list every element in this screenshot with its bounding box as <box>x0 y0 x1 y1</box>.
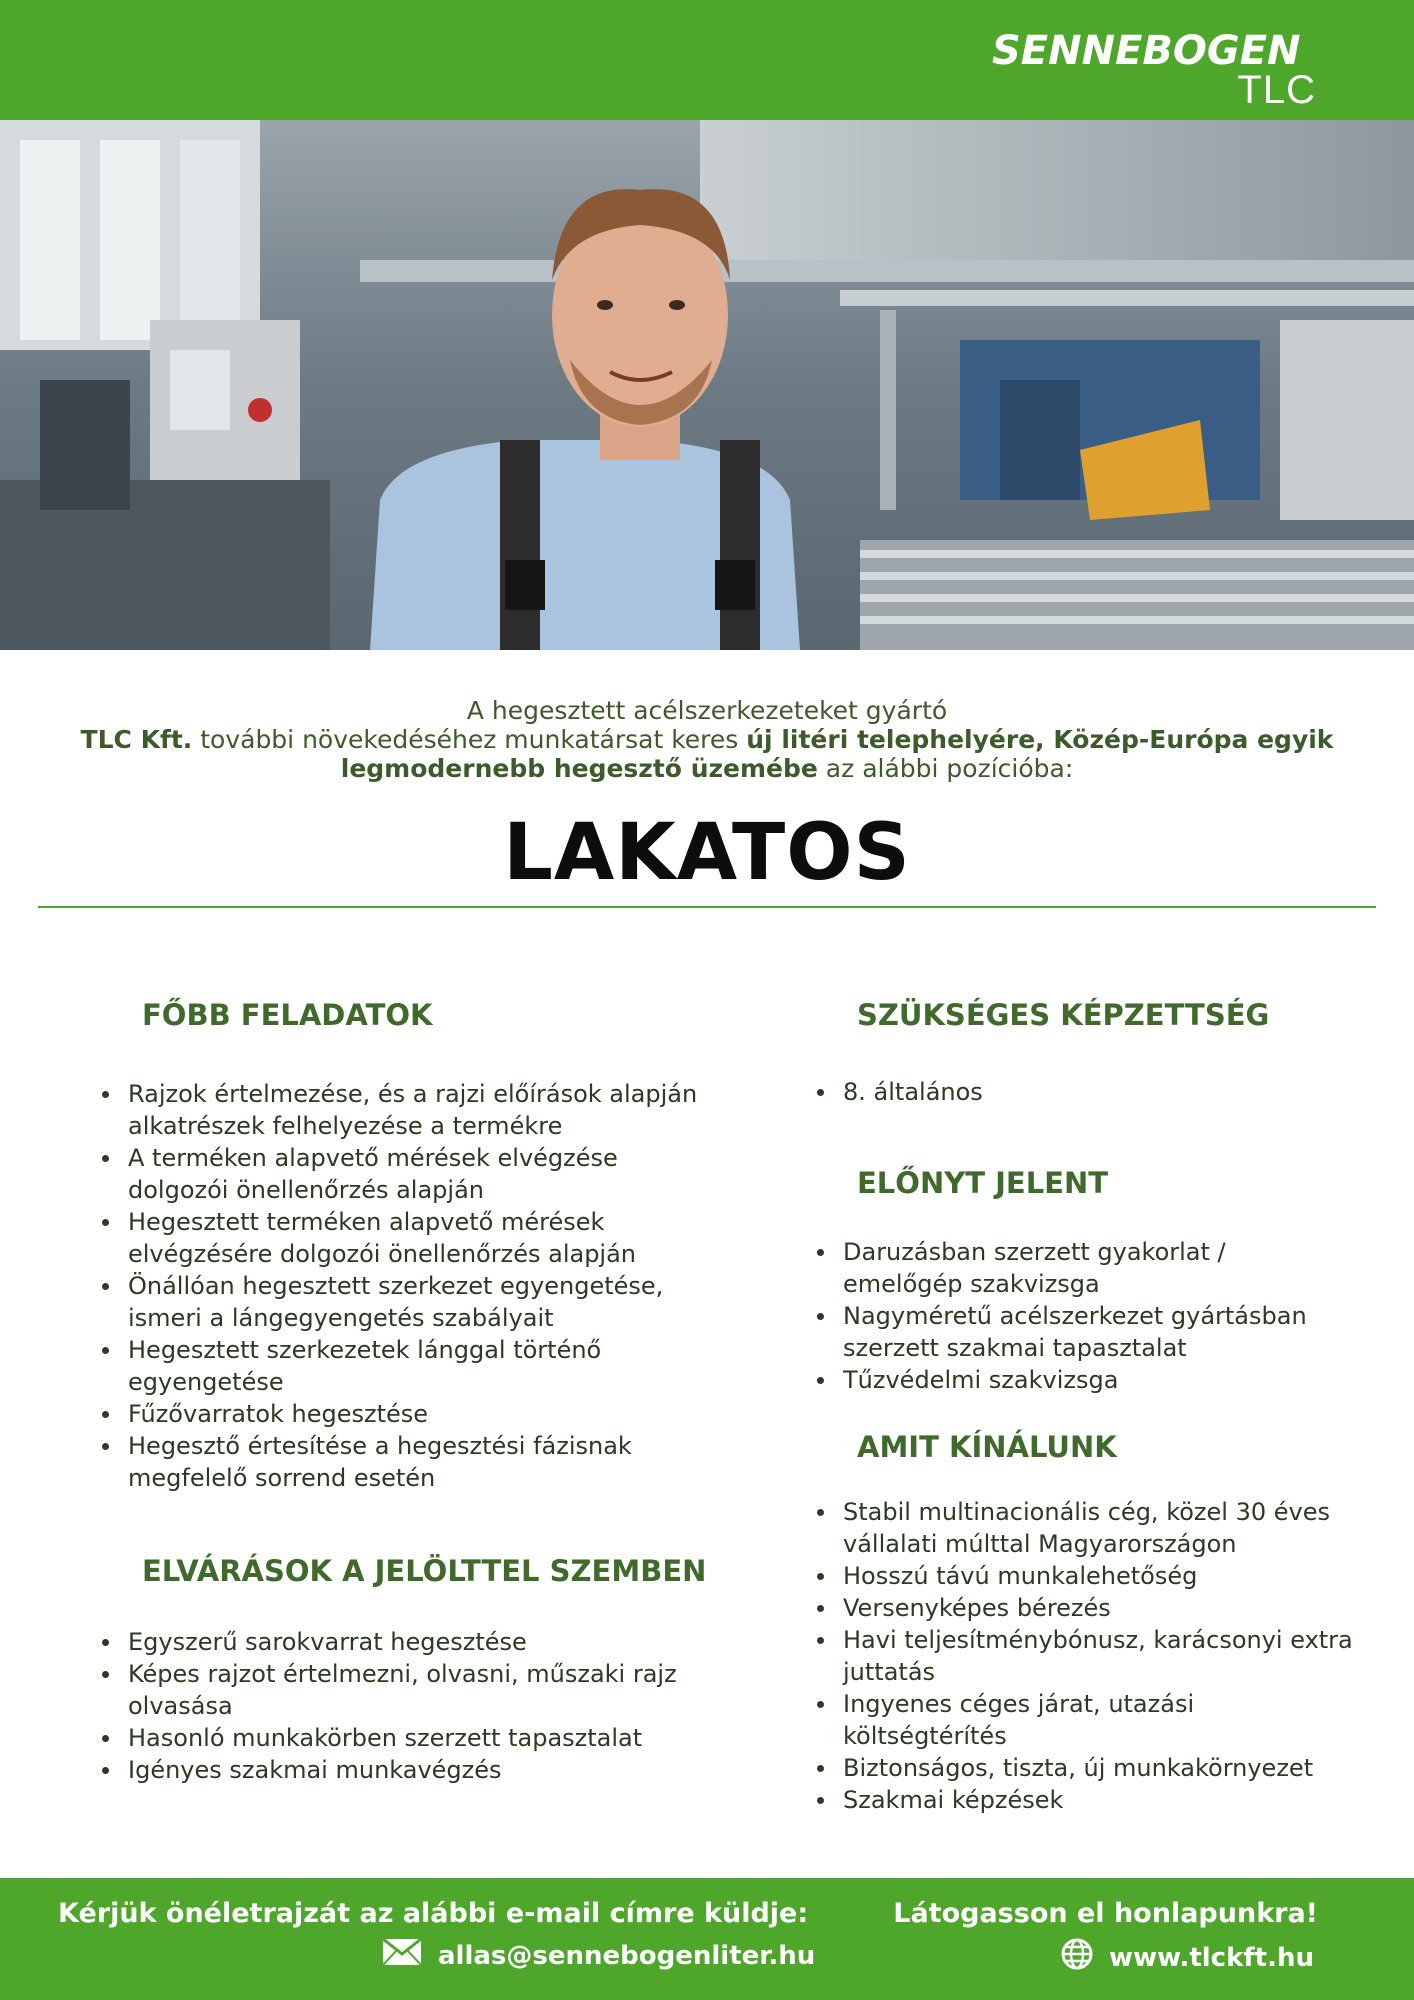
email-link[interactable] <box>382 1938 815 1973</box>
offer-list <box>813 1496 1353 1816</box>
list-item: Önállóan hegesztett szerkezet egyengetése, ismeri a lángegyengetés szabályait <box>98 1270 698 1334</box>
list-item: Hegesztett szerkezetek lánggal történő egyengetése <box>98 1334 698 1398</box>
location-highlight: új litéri telephelyére, Közép-Európa egyik legmodernebb hegesztő üzemébe <box>340 725 1334 783</box>
advantage-heading: ELŐNYT JELENT <box>857 1166 1109 1200</box>
website-invite: Látogasson el honlapunkra! <box>893 1898 1318 1929</box>
globe-icon <box>1061 1938 1093 1977</box>
intro-text <box>60 696 1354 783</box>
intro-line-2 <box>60 725 1354 783</box>
list-item: Egyszerű sarokvarrat hegesztése <box>98 1626 698 1658</box>
tasks-list <box>98 1078 698 1494</box>
list-item: Képes rajzot értelmezni, olvasni, műszaki rajz olvasása <box>98 1658 698 1722</box>
logo-subtitle: TLC <box>1237 68 1316 112</box>
list-item: Daruzásban szerzett gyakorlat / emelőgép szakvizsga <box>813 1236 1333 1300</box>
intro-line-2-text: további növekedéséhez munkatársat keres <box>192 725 747 754</box>
list-item: Hosszú távú munkalehetőség <box>813 1560 1353 1592</box>
divider-line <box>38 906 1376 908</box>
list-item: Ingyenes céges járat, utazási költségtérítés <box>813 1688 1353 1752</box>
header-bar <box>0 0 1414 120</box>
hero-photo <box>0 120 1414 650</box>
list-item: Hegesztett terméken alapvető mérések elvégzésére dolgozói önellenőrzés alapján <box>98 1206 698 1270</box>
list-item: Rajzok értelmezése, és a rajzi előírások alapján alkatrészek felhelyezése a termékre <box>98 1078 698 1142</box>
sennebogen-logo[interactable] <box>992 24 1322 114</box>
logo-text: SENNEBOGEN <box>992 28 1301 74</box>
list-item: 8. általános <box>813 1076 1333 1108</box>
requirements-heading: ELVÁRÁSOK A JELÖLTTEL SZEMBEN <box>142 1554 707 1588</box>
list-item: Hasonló munkakörben szerzett tapasztalat <box>98 1722 698 1754</box>
intro-line-1: A hegesztett acélszerkezeteket gyártó <box>466 696 948 725</box>
requirements-list <box>98 1626 698 1786</box>
list-item: Nagyméretű acélszerkezet gyártásban szerzett szakmai tapasztalat <box>813 1300 1333 1364</box>
list-item: Biztonságos, tiszta, új munkakörnyezet <box>813 1752 1353 1784</box>
intro-line-3-tail: az alábbi pozícióba: <box>817 754 1074 783</box>
list-item: Igényes szakmai munkavégzés <box>98 1754 698 1786</box>
website-url[interactable]: www.tlckft.hu <box>1109 1942 1314 1973</box>
tasks-heading: FŐBB FELADATOK <box>142 998 433 1032</box>
list-item: Havi teljesítménybónusz, karácsonyi extra juttatás <box>813 1624 1353 1688</box>
cv-instruction: Kérjük önéletrajzát az alábbi e-mail címre küldje: <box>58 1898 809 1929</box>
website-link[interactable] <box>1061 1938 1314 1977</box>
factory-worker-illustration <box>0 120 1414 650</box>
offer-heading: AMIT KÍNÁLUNK <box>857 1430 1117 1464</box>
education-list <box>813 1076 1333 1108</box>
company-name: TLC Kft. <box>80 725 193 754</box>
list-item: Hegesztő értesítése a hegesztési fázisnak megfelelő sorrend esetén <box>98 1430 698 1494</box>
list-item: Fűzővarratok hegesztése <box>98 1398 698 1430</box>
list-item: Tűzvédelmi szakvizsga <box>813 1364 1333 1396</box>
envelope-icon <box>382 1938 422 1973</box>
list-item: A terméken alapvető mérések elvégzése dolgozói önellenőrzés alapján <box>98 1142 698 1206</box>
list-item: Versenyképes bérezés <box>813 1592 1353 1624</box>
email-address[interactable]: allas@sennebogenliter.hu <box>438 1940 816 1971</box>
list-item: Stabil multinacionális cég, közel 30 éves vállalati múlttal Magyarországon <box>813 1496 1353 1560</box>
education-heading: SZÜKSÉGES KÉPZETTSÉG <box>857 998 1270 1032</box>
footer-bar <box>0 1878 1414 2000</box>
advantage-list <box>813 1236 1333 1396</box>
job-title: LAKATOS <box>503 808 911 898</box>
list-item: Szakmai képzések <box>813 1784 1353 1816</box>
